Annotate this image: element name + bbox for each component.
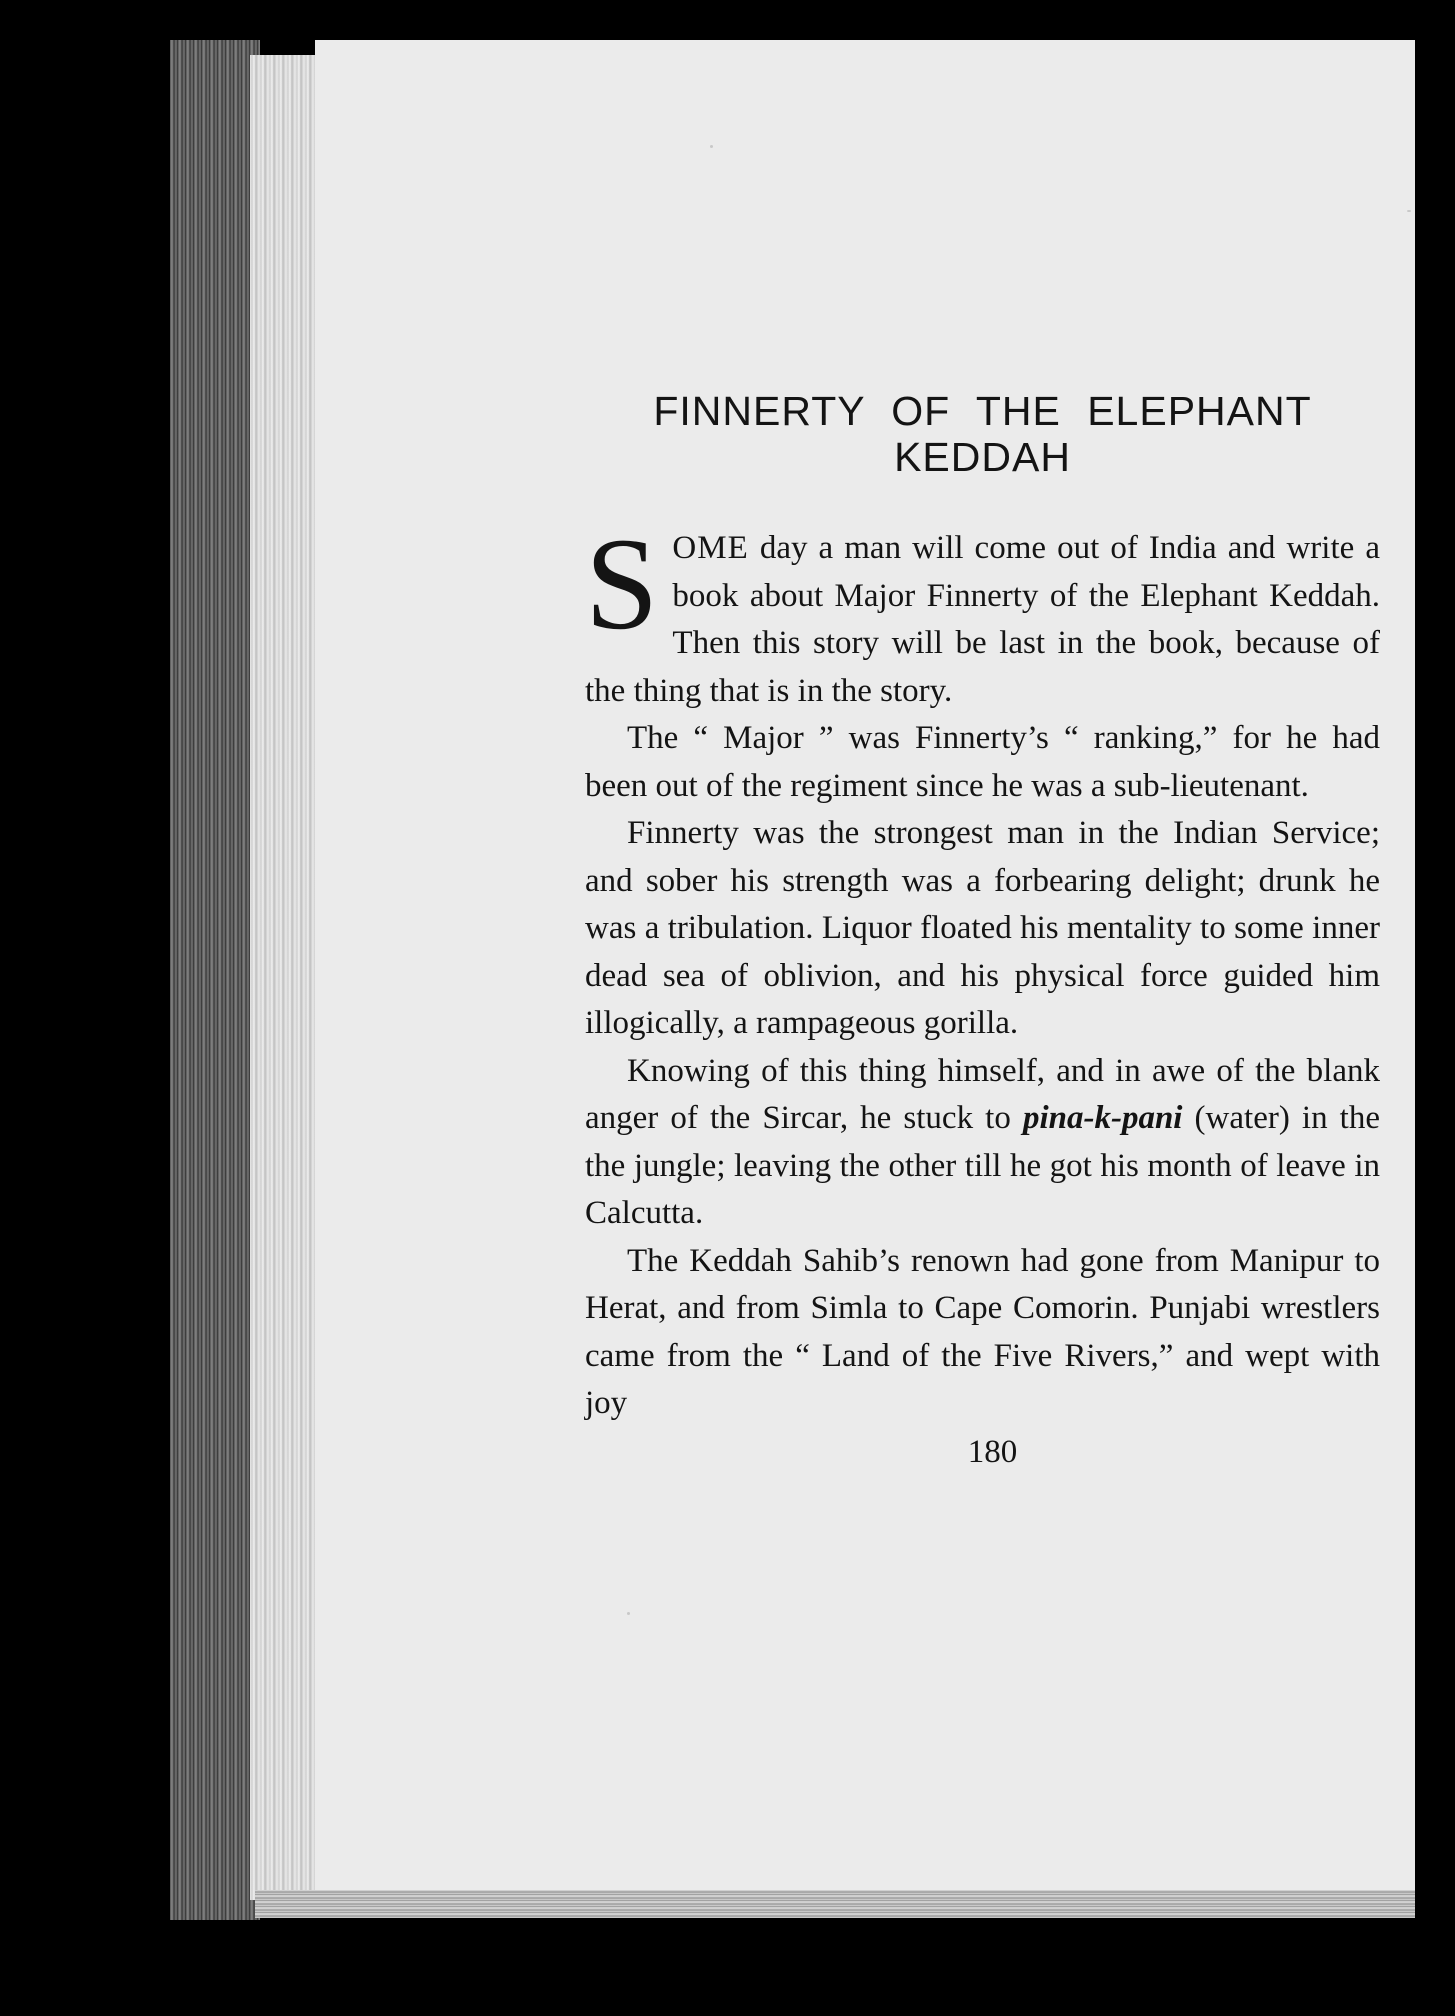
paper-speck <box>1407 210 1411 212</box>
paper-speck <box>627 1612 630 1615</box>
paragraph-1-first-word: OME <box>672 530 749 566</box>
paper-speck <box>710 145 713 148</box>
paragraph-4-italic-term: pina-k-pani <box>1022 1100 1183 1136</box>
chapter-title-line-1: FINNERTY OF THE ELEPHANT <box>653 388 1312 434</box>
paragraph-5: The Keddah Sahib’s renown had gone from Manipur to Herat, and from Simla to Cape Comorin. Punjabi wrestlers came from the “ Land of the Five Rivers,” and wept with joy <box>585 1242 1380 1421</box>
paragraph-2: The “ Major ” was Finnerty’s “ ranking,” for he had been out of the regiment since he was a sub-lieutenant. <box>585 720 1380 804</box>
paragraph-3: Finnerty was the strongest man in the Indian Service; and sober his strength was a forbearing delight; drunk he was a tribulation. Liquor floated his mentality to some inner dead sea of oblivion, and his physical force guided him illogically, a rampageous gorilla. <box>585 815 1380 1041</box>
paragraph-1 <box>585 510 1380 715</box>
paragraph-4-text-before: Knowing of this thing himself, and in awe of the blank anger of the Sircar, he stuck to <box>585 1052 1380 1136</box>
page-number: 180 <box>967 1433 1018 1470</box>
page-text-block <box>585 388 1380 1472</box>
chapter-title <box>585 388 1380 480</box>
paragraph-1-text: day a man will come out of India and write a book about Major Finnerty of the Elephant Keddah. Then this story will be last in the book, because of the thing that is in the story. <box>585 530 1380 709</box>
drop-cap: S <box>585 510 659 657</box>
paragraph-4-text-after: (water) in the the jungle; leaving the other till he got his month of leave in Calcutta. <box>585 1100 1380 1231</box>
book-page-edges <box>170 40 260 1920</box>
book-page-stack <box>250 55 320 1900</box>
book-page-bottom-edge <box>255 1890 1415 1918</box>
chapter-title-line-2: KEDDAH <box>894 434 1071 480</box>
paragraph-4 <box>585 1048 1380 1238</box>
